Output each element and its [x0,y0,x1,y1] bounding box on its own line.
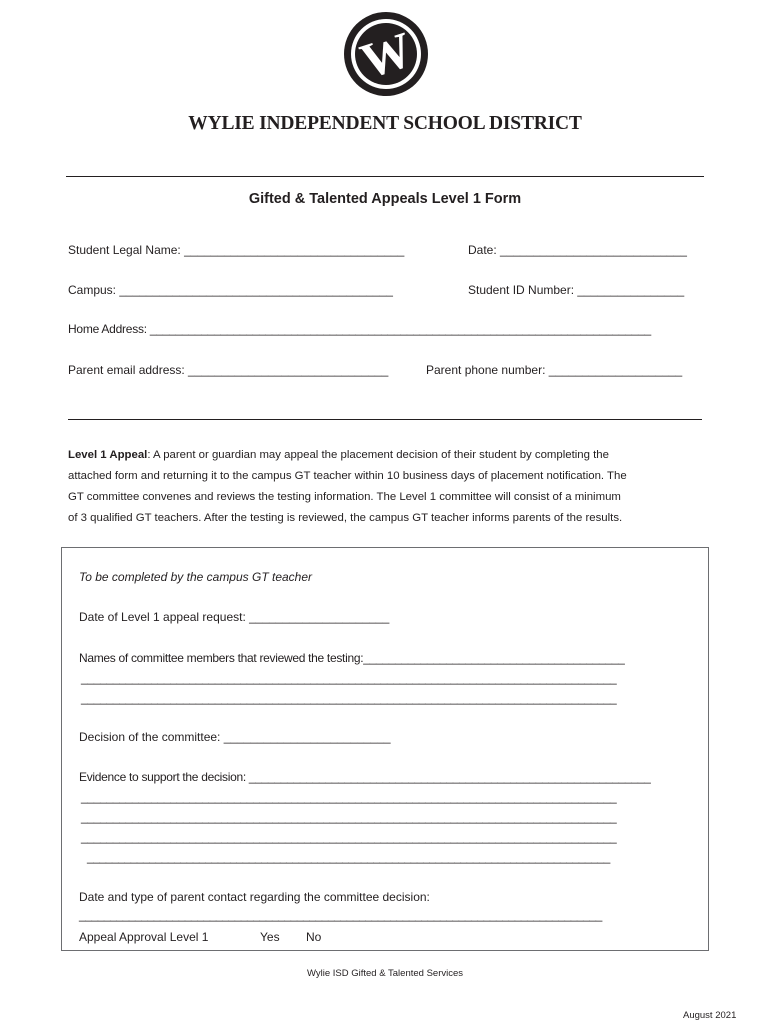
committee-members-field[interactable]: Names of committee members that reviewed the testing:_________________________________________ [79,651,625,665]
evidence-line[interactable]: ____________________________________________________________________________________ [81,790,617,804]
footer-date: August 2021 [683,1010,737,1021]
paragraph-line: attached form and returning it to the campus GT teacher within 10 business days of placement notification. The [68,470,627,482]
evidence-line[interactable]: ____________________________________________________________________________________ [81,810,617,824]
district-logo [343,11,429,97]
evidence-field[interactable]: Evidence to support the decision: _______________________________________________________________ [79,770,651,784]
paragraph-line: of 3 qualified GT teachers. After the testing is reviewed, the campus GT teacher informs parents of the results. [68,512,623,524]
parent-contact-label: Date and type of parent contact regarding the committee decision: [79,890,430,904]
evidence-line[interactable]: ____________________________________________________________________________________ [81,830,617,844]
evidence-line[interactable]: ____________________________________________________________________________________ [87,850,610,864]
section-divider [68,419,702,420]
student-id-field[interactable]: Student ID Number: ________________ [468,283,685,297]
committee-members-line[interactable]: ____________________________________________________________________________________ [81,671,617,685]
parent-email-field[interactable]: Parent email address: ______________________________ [68,363,389,377]
date-field[interactable]: Date: ____________________________ [468,243,687,257]
approval-yes-option[interactable]: Yes [260,930,280,944]
approval-no-option[interactable]: No [306,930,322,944]
appeal-request-date-field[interactable]: Date of Level 1 appeal request: _____________________ [79,610,390,624]
paragraph-line: GT committee convenes and reviews the testing information. The Level 1 committee will consist of a minimum [68,491,621,503]
parent-phone-field[interactable]: Parent phone number: ____________________ [426,363,683,377]
form-title: Gifted & Talented Appeals Level 1 Form [248,191,522,207]
appeal-heading: Level 1 Appeal [68,449,148,461]
parent-contact-line[interactable]: ____________________________________________________________________________________ [79,908,602,922]
appeal-description [68,445,718,529]
campus-field[interactable]: Campus: _________________________________________ [68,283,393,297]
logo-letter: W [353,20,419,90]
committee-members-line[interactable]: ____________________________________________________________________________________ [81,691,617,705]
header-divider [66,176,704,177]
home-address-field[interactable]: Home Address: ______________________________________________________________________________ [68,322,651,336]
appeal-approval-label: Appeal Approval Level 1 [79,930,209,944]
committee-decision-field[interactable]: Decision of the committee: _________________________ [79,730,391,744]
footer-service: Wylie ISD Gifted & Talented Services [306,968,464,979]
student-legal-name-field[interactable]: Student Legal Name: _________________________________ [68,243,405,257]
district-name: WYLIE INDEPENDENT SCHOOL DISTRICT [188,113,582,134]
campus-section-intro: To be completed by the campus GT teacher [79,570,313,584]
paragraph-line: : A parent or guardian may appeal the placement decision of their student by completing the [147,449,609,461]
